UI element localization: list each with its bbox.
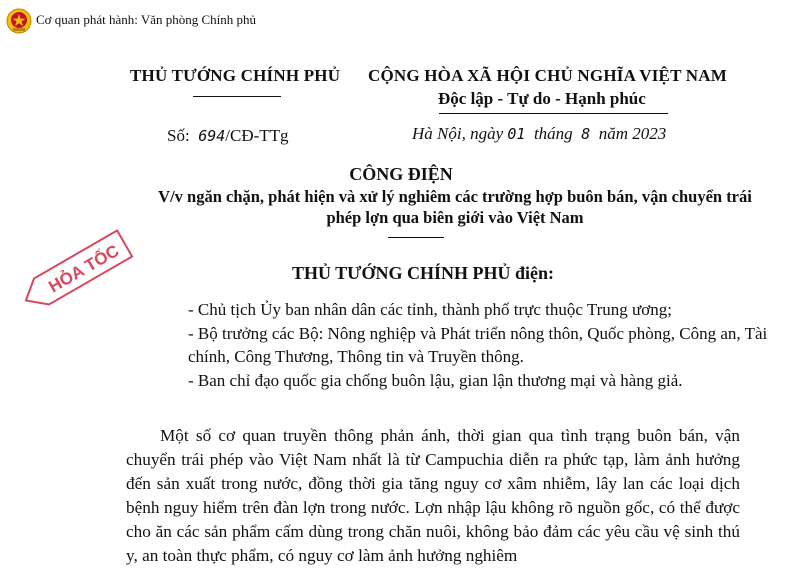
document-date bbox=[412, 124, 666, 144]
number-prefix: Số: bbox=[167, 126, 190, 145]
national-emblem-icon bbox=[6, 8, 32, 34]
stamp-text: HỎA TỐC bbox=[45, 241, 123, 297]
issuing-agency: THỦ TƯỚNG CHÍNH PHỦ bbox=[130, 66, 341, 85]
date-day: 01 bbox=[507, 125, 526, 143]
document-number bbox=[167, 126, 289, 146]
issuer-label: Cơ quan phát hành: Văn phòng Chính phủ bbox=[36, 12, 257, 27]
date-year: năm 2023 bbox=[598, 124, 667, 143]
subject-underline bbox=[388, 237, 444, 238]
recipient-item: - Bộ trưởng các Bộ: Nông nghiệp và Phát triển nông thôn, Quốc phòng, Công an, Tài chính, Công Thương, Thông tin và Truyền thông. bbox=[188, 323, 768, 366]
number-suffix: /CĐ-TTg bbox=[225, 126, 289, 145]
document-title: CÔNG ĐIỆN bbox=[349, 164, 453, 184]
date-month: 8 bbox=[581, 125, 591, 143]
date-prefix: Hà Nội, ngày bbox=[412, 124, 504, 143]
document-subject: V/v ngăn chặn, phát hiện và xử lý nghiêm các trường hợp buôn bán, vận chuyển trái phép lợn qua biên giới vào Việt Nam bbox=[158, 187, 752, 227]
recipient-list bbox=[188, 298, 768, 392]
recipient-item: - Ban chỉ đạo quốc gia chống buôn lậu, gian lận thương mại và hàng giả. bbox=[188, 370, 683, 390]
urgent-stamp bbox=[12, 222, 142, 320]
issuer-bar bbox=[0, 0, 802, 40]
motto-underline bbox=[439, 113, 668, 114]
number-value: 694 bbox=[198, 127, 226, 145]
date-month-label: tháng bbox=[533, 124, 573, 143]
body-paragraph: Một số cơ quan truyền thông phản ánh, thời gian qua tình trạng buôn bán, vận chuyển trái phép vào Việt Nam nhất là từ Campuchia diễn ra phức tạp, làm ảnh hưởng đến sản xuất trong nước, đồng thời gia tăng nguy cơ xâm nhiễm, lây lan các loại dịch bệnh nguy hiểm trên đàn lợn trong nước. Lợn nhập lậu không rõ nguồn gốc, có thể được cho ăn các sản phẩm cấm dùng trong chăn nuôi, không bảo đảm các yêu cầu vệ sinh thú y, an toàn thực phẩm, có nguy cơ làm ảnh hưởng nghiêm bbox=[126, 426, 740, 565]
recipient-item: - Chủ tịch Ủy ban nhân dân các tỉnh, thành phố trực thuộc Trung ương; bbox=[188, 300, 672, 319]
nation-name: CỘNG HÒA XÃ HỘI CHỦ NGHĨA VIỆT NAM bbox=[368, 66, 727, 85]
national-motto: Độc lập - Tự do - Hạnh phúc bbox=[438, 89, 646, 108]
addressee-heading: THỦ TƯỚNG CHÍNH PHỦ điện: bbox=[292, 263, 555, 283]
agency-underline bbox=[193, 96, 281, 97]
